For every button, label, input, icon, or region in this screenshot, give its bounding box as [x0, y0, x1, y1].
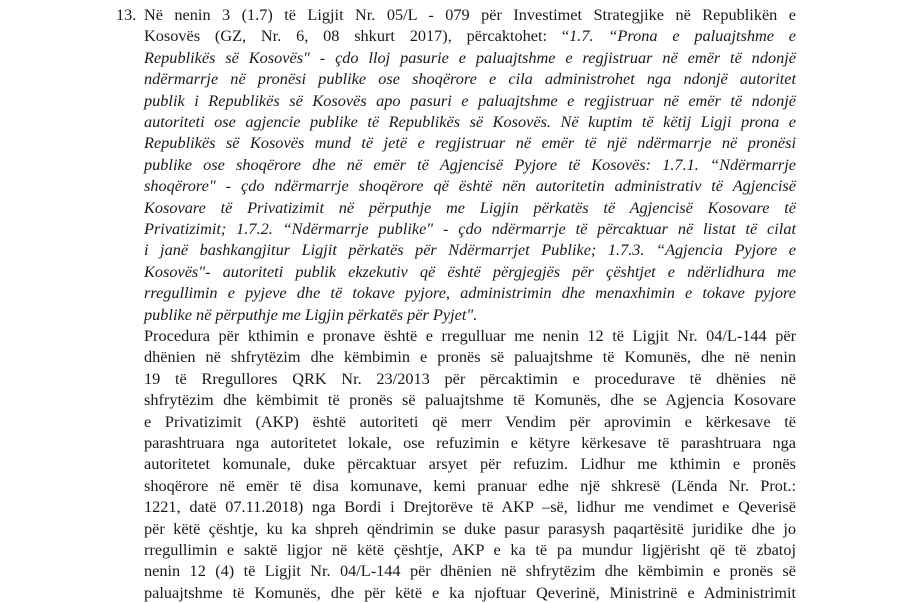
- text-fragment: 19 të Rregullores QRK Nr. 23/2013 për përcaktimin e procedurave të dhënies në: [144, 368, 796, 388]
- text-line: [144, 389, 796, 410]
- text-line: [144, 25, 796, 46]
- text-line: [144, 218, 796, 239]
- text-fragment: nenin 12 (4) të Ligjit Nr. 04/L-144 për dhënien në shfrytëzim dhe këmbimin e pronës së: [144, 561, 796, 581]
- text-fragment: autoriteti ose agjencie publike të Republikës së Kosovës. Në kuptim të këtij Ligji prona e: [144, 112, 796, 131]
- text-fragment: 1221, datë 07.11.2018) nga Bordi i Drejtorëve të AKP –së, lidhur me vendimet e Qeverisë: [144, 497, 796, 517]
- text-line: [144, 475, 796, 496]
- text-fragment: Kosovare të Privatizimit në përputhje me Ligjin përkatës të Agjencisë Kosovare të: [144, 197, 796, 217]
- text-line: [144, 132, 796, 153]
- text-fragment: autoritetet komunale, duke përcaktuar arsyet për refuzim. Lidhur me kthimin e pronës: [144, 454, 796, 474]
- text-fragment: Procedura për kthimin e pronave është e rregulluar me nenin 12 të Ligjit Nr. 04/L-144 për: [144, 326, 796, 345]
- text-fragment: publike ose shoqërore dhe në emër të Agjencisë Pyjore të Kosovës: 1.7.1. “Ndërmarrje: [144, 154, 796, 174]
- text-line: [144, 68, 796, 89]
- text-fragment: paluajtshme të Komunës, dhe për këtë e ka njoftuar Qeverinë, Ministrinë e Administrimit: [144, 582, 796, 602]
- text-fragment: Privatizimit; 1.7.2. “Ndërmarrje publike" - çdo ndërmarrje të përcaktuar në listat të cilat: [144, 219, 796, 238]
- text-line: [144, 368, 796, 389]
- text-fragment: e Privatizimit (AKP) është autoriteti që merr Vendim për aprovimin e kërkesave të: [144, 411, 796, 431]
- text-line: [144, 154, 796, 175]
- text-line: [144, 432, 796, 453]
- text-line: [144, 197, 796, 218]
- text-fragment: publike në përputhje me Ligjin përkatës për Pyjet".: [144, 304, 478, 324]
- text-line: [144, 560, 796, 581]
- text-line: [144, 111, 796, 132]
- text-fragment: Kosovës"- autoriteti publik ekzekutiv që është përgjegjës për çështjet e ndërlidhura me: [144, 261, 796, 281]
- text-fragment: Republikës së Kosovës" - çdo lloj pasurie e paluajtshme e regjistruar në emër të ndonjë: [144, 47, 796, 67]
- text-line: [144, 496, 796, 517]
- text-fragment: i janë bashkangjitur Ligjit përkatës për Ndërmarrjet Publike; 1.7.3. “Agjencia Pyjore e: [144, 240, 796, 260]
- text-fragment: rregullimin e saktë ligjor në këtë çështje, AKP e ka të pa mundur ligjërisht që të zbatoj: [144, 540, 796, 559]
- text-fragment: shoqërore" - çdo ndërmarrje shoqërore që është nën autoritetin administrativ të Agjencisë: [144, 176, 796, 196]
- text-fragment: Në nenin 3 (1.7) të Ligjit Nr. 05/L - 079 për Investimet Strategjike në Republikën e: [144, 5, 796, 24]
- text-fragment: 1.7. “Prona e paluajtshme e: [569, 26, 797, 46]
- text-fragment: Republikës së Kosovës mund të jetë e regjistruar në emër të një ndërmarrje në pronësi: [144, 133, 796, 153]
- text-line: [144, 47, 796, 68]
- text-line: [144, 346, 796, 367]
- text-fragment: shfrytëzim dhe këmbimit të pronës së paluajtshme të Komunës, dhe se Agjencia Kosovare: [144, 390, 796, 410]
- text-fragment: parashtruara nga autoritetet lokale, ose refuzimin e këtyre kërkesave të parashtruara nga: [144, 433, 796, 452]
- text-line: [144, 453, 796, 474]
- text-line: [144, 261, 796, 282]
- text-fragment: shoqërore në emër të disa komunave, kemi pranuar edhe një shkresë (Lënda Nr. Prot.:: [144, 475, 796, 495]
- text-fragment: për këtë çështje, ku ka shpreh qëndrimin se duke pasur parasysh paqartësitë juridike dhe jo: [144, 518, 796, 538]
- text-fragment: dhënien në shfrytëzim dhe këmbimin e pronës së paluajtshme të Komunës, dhe në nenin: [144, 347, 796, 367]
- text-line: [144, 90, 796, 111]
- item-number: 13.: [116, 5, 137, 24]
- text-fragment: publik i Republikës së Kosovës apo pasuri e paluajtshme e regjistruar në emër të ndonjë: [144, 90, 796, 110]
- text-line: [144, 4, 796, 25]
- text-line: [144, 539, 796, 560]
- text-line: [144, 518, 796, 539]
- text-line: [144, 282, 796, 303]
- text-fragment: Kosovës (GZ, Nr. 6, 08 shkurt 2017), përcaktohet: “: [144, 26, 570, 46]
- text-fragment: ndërmarrje në pronësi publike ose shoqërore e cila administrohet nga ndonjë autoritet: [144, 69, 796, 89]
- text-line: [144, 411, 796, 432]
- text-line: [144, 239, 796, 260]
- text-line: [144, 175, 796, 196]
- text-line: [144, 304, 796, 325]
- text-line: [144, 325, 796, 346]
- text-fragment: rregullimin e pyjeve dhe të tokave pyjore, administrimin dhe menaxhimin e tokave pyjore: [144, 283, 796, 303]
